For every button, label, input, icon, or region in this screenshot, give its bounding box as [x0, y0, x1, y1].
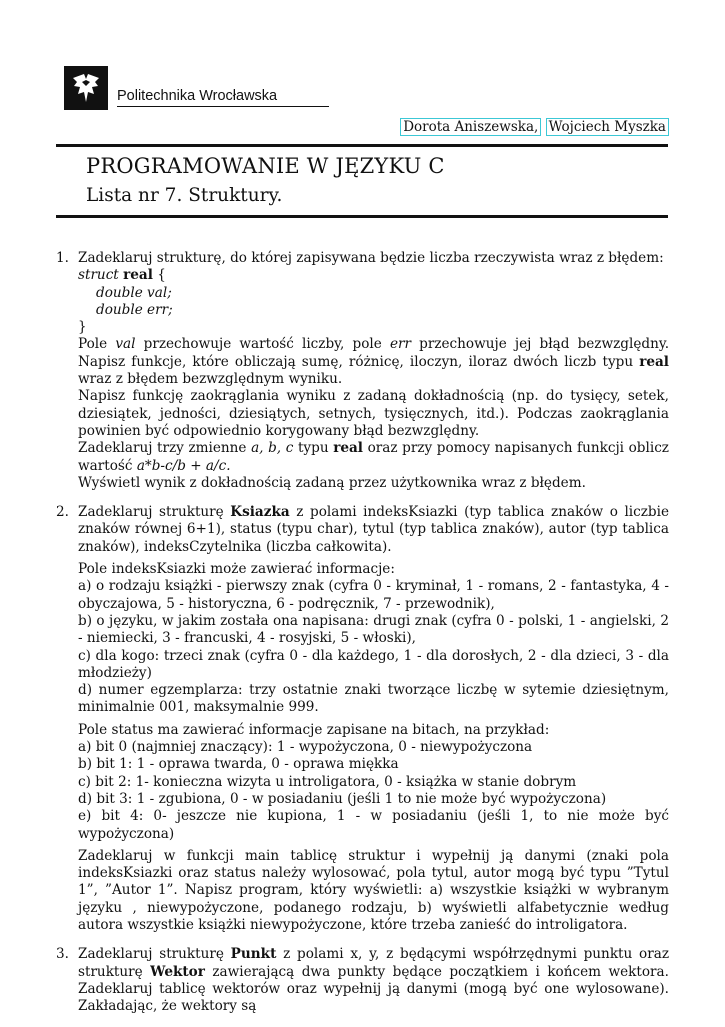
authors: [400, 119, 669, 135]
logo-underline: [117, 106, 329, 107]
code-brace-open: {: [157, 267, 166, 284]
list-title: Lista nr 7. Struktury.: [86, 185, 283, 206]
index-description: [78, 561, 669, 717]
exercise-2: [56, 504, 669, 934]
exercise-intro: Zadeklaruj strukturę Ksiazka z polami indeksKsiazki (typ tablica znaków o liczbie znaków równej 6+1), status (typu char), tytul (typ tablica znaków), autor (typ tablica znaków), indeksCzytelnika (liczba całkowita).: [78, 504, 670, 555]
eagle-emblem-icon: [64, 66, 108, 110]
code-brace-close: }: [78, 319, 87, 336]
paragraph: Zadeklaruj trzy zmienne a, b, c typu real oraz przy pomocy napisanych funkcji oblicz wartość a*b-c/b + a/c.: [78, 440, 669, 474]
status-description: [78, 722, 669, 843]
author-link-1[interactable]: Dorota Aniszewska,: [400, 118, 541, 136]
exercise-intro: Zadeklaruj strukturę, do której zapisywana będzie liczba rzeczywista wraz z błędem:: [78, 250, 664, 266]
list-item: d) numer egzemplarza: trzy ostatnie znaki tworzące liczbę w sytemie dziesiętnym, minimalnie 001, maksymalnie 999.: [78, 682, 669, 716]
list-item: Pole status ma zawierać informacje zapisane na bitach, na przykład:: [78, 721, 550, 738]
author-link-2[interactable]: Wojciech Myszka: [546, 118, 669, 136]
code-struct-name: real: [123, 267, 153, 284]
list-item: b) bit 1: 1 - oprawa twarda, 0 - oprawa miękka: [78, 756, 399, 773]
list-item: a) bit 0 (najmniej znaczący): 1 - wypożyczona, 0 - niewypożyczona: [78, 739, 533, 756]
code-block: [78, 267, 669, 336]
exercise-number: 3.: [56, 946, 69, 963]
exercise-list: [56, 250, 669, 1027]
exercise-3: [56, 946, 669, 1015]
exercise-number: 1.: [56, 250, 69, 266]
title-rule-top: [56, 144, 668, 147]
exercise-intro: Zadeklaruj strukturę Punkt z polami x, y, z będącymi współrzędnymi punktu oraz strukturę Wektor zawierającą dwa punkty będące początkiem i końcem wektora. Zadeklaruj tablicę wektorów oraz wypełnij ją danymi (mogą być one wylosowane). Zakładając, że wektory są: [78, 946, 669, 1015]
university-name: Politechnika Wrocławska: [117, 88, 278, 104]
paragraph: Napisz funkcję zaokrąglania wyniku z zadaną dokładnością (np. do tysięcy, setek, dziesiątek, jedności, dziesiątych, setnych, tysięcznych, itd.). Podczas zaokrąglania powinien być odpowiednio korygowany błąd bezwzględny.: [78, 388, 669, 439]
code-field: double err;: [96, 301, 173, 318]
list-item: Pole indeksKsiazki może zawierać informacje:: [78, 561, 395, 578]
exercise-number: 2.: [56, 504, 69, 521]
university-logo: [64, 66, 278, 111]
list-item: b) o języku, w jakim została ona napisana: drugi znak (cyfra 0 - polski, 1 - angielski, 2 - niemiecki, 3 - francuski, 4 - rosyjski, 5 - włoski),: [78, 612, 669, 647]
list-item: e) bit 4: 0- jeszcze nie kupiona, 1 - w posiadaniu (jeśli 1, to nie może być wypożyczona): [78, 808, 669, 842]
paragraph: Zadeklaruj w funkcji main tablicę struktur i wypełnij ją danymi (znaki pola indeksKsiazki oraz status należy wylosować, pola tytul, autor mogą być typu ”Tytul 1”, ”Autor 1”. Napisz program, który wyświetli: a) wszystkie książki w wybranym języku , niewypożyczone, podanego rodzaju, b) wyświetli alfabetycznie według autora wszystkie książki niewypożyczone, które trzeba zanieść do introligatora.: [78, 847, 669, 933]
list-item: c) dla kogo: trzeci znak (cyfra 0 - dla każdego, 1 - dla dorosłych, 2 - dla dzieci, 3 - dla młodzieży): [78, 647, 669, 681]
list-item: d) bit 3: 1 - zgubiona, 0 - w posiadaniu (jeśli 1 to nie może być wypożyczona): [78, 790, 607, 807]
list-item: a) o rodzaju książki - pierwszy znak (cyfra 0 - kryminał, 1 - romans, 2 - fantastyka, 4 - obyczajowa, 5 - historyczna, 6 - podręcznik, 7 - przewodnik),: [78, 578, 669, 612]
exercise-1: [56, 250, 669, 492]
course-title: PROGRAMOWANIE W JĘZYKU C: [86, 154, 445, 178]
paragraph: Pole val przechowuje wartość liczby, pole err przechowuje jej błąd bezwzględny. Napisz funkcje, które obliczają sumę, różnicę, iloczyn, iloraz dwóch liczb typu real wraz z błędem bezwzględnym wyniku.: [78, 336, 670, 388]
code-field: double val;: [96, 284, 172, 301]
paragraph: Wyświetl wynik z dokładnością zadaną przez użytkownika wraz z błędem.: [78, 474, 586, 491]
code-keyword: struct: [78, 267, 119, 284]
list-item: c) bit 2: 1- konieczna wizyta u introligatora, 0 - książka w stanie dobrym: [78, 773, 577, 790]
title-rule-bottom: [56, 215, 668, 218]
